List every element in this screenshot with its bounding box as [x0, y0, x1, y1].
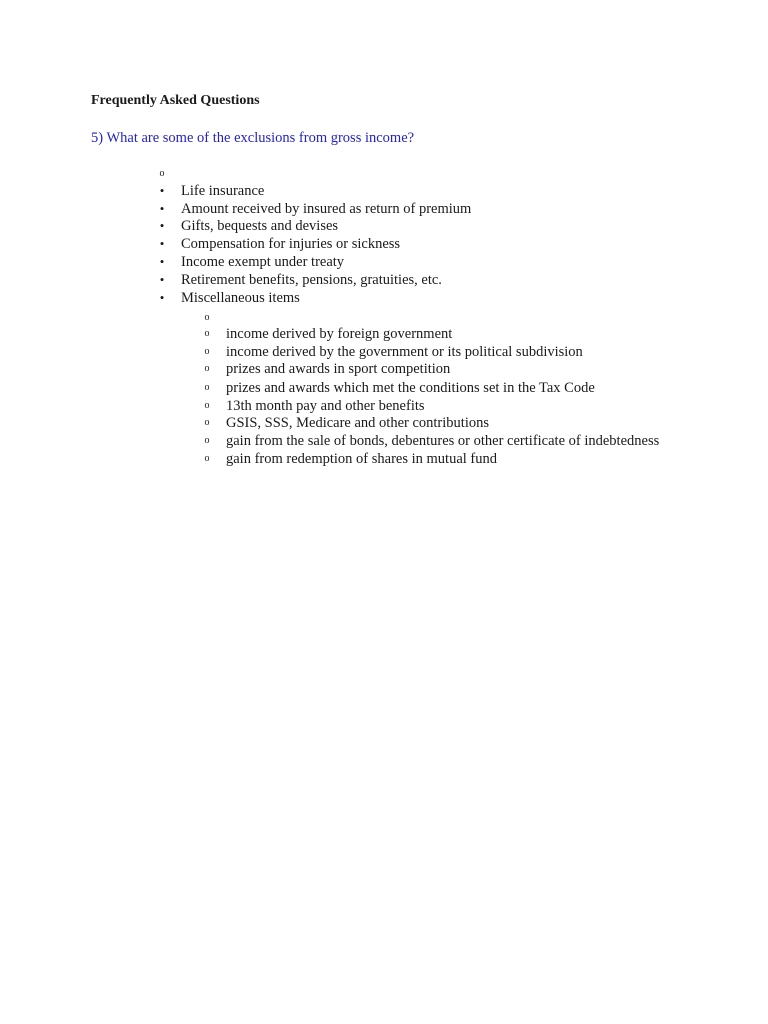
circle-bullet-icon: o [204, 312, 210, 323]
circle-bullet-icon: o [204, 400, 210, 411]
circle-bullet-icon: o [204, 453, 210, 464]
bullet-icon: • [159, 201, 165, 216]
bullet-icon: • [159, 236, 165, 251]
faq-question: 5) What are some of the exclusions from gross income? [91, 130, 415, 146]
bullet-icon: • [159, 254, 165, 269]
sublist-item-text: income derived by foreign government [226, 326, 453, 342]
sublist-item-text: gain from redemption of shares in mutual fund [226, 451, 498, 467]
bullet-icon: • [159, 183, 165, 198]
list-item-text: Life insurance [181, 183, 265, 199]
bullet-icon: • [159, 290, 165, 305]
circle-bullet-icon: o [204, 435, 210, 446]
list-item-text: Income exempt under treaty [181, 254, 345, 270]
circle-bullet-icon: o [159, 168, 165, 179]
sublist-item-text: prizes and awards in sport competition [226, 361, 451, 377]
list-item-text: Miscellaneous items [181, 290, 300, 306]
bullet-icon: • [159, 218, 165, 233]
list-item-text: Compensation for injuries or sickness [181, 236, 401, 252]
list-item-text: Amount received by insured as return of premium [181, 201, 472, 217]
list-item-text: Gifts, bequests and devises [181, 218, 339, 234]
faq-heading: Frequently Asked Questions [91, 93, 260, 108]
sublist-item-text: gain from the sale of bonds, debentures or other certificate of indebtedness [226, 433, 660, 449]
circle-bullet-icon: o [204, 363, 210, 374]
sublist-item-text: 13th month pay and other benefits [226, 398, 425, 414]
list-item-text: Retirement benefits, pensions, gratuities, etc. [181, 272, 442, 288]
circle-bullet-icon: o [204, 346, 210, 357]
circle-bullet-icon: o [204, 328, 210, 339]
circle-bullet-icon: o [204, 382, 210, 393]
bullet-icon: • [159, 272, 165, 287]
sublist-item-text: prizes and awards which met the conditions set in the Tax Code [226, 380, 595, 396]
sublist-item-text: GSIS, SSS, Medicare and other contributions [226, 415, 489, 431]
sublist-item-text: income derived by the government or its political subdivision [226, 344, 583, 360]
circle-bullet-icon: o [204, 417, 210, 428]
